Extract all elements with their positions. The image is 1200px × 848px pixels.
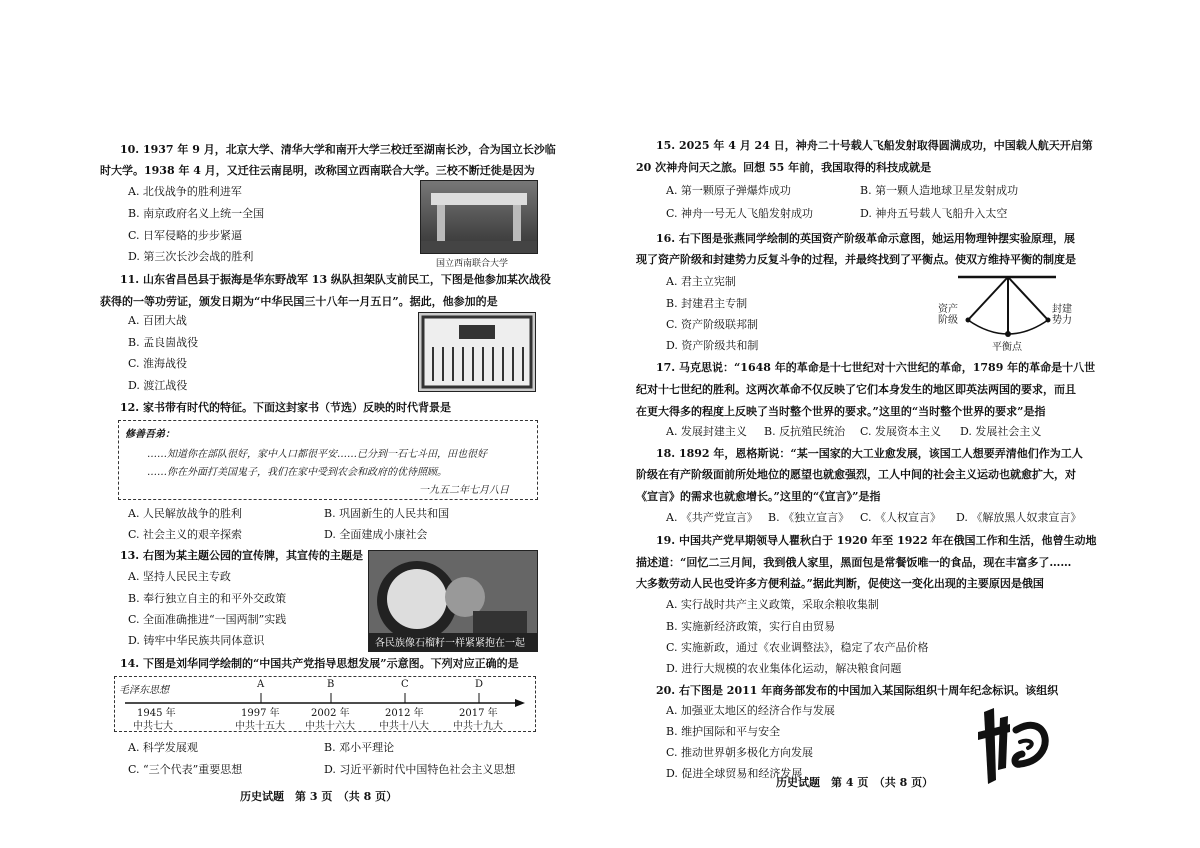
q16-option-c: C. 资产阶级联邦制	[666, 318, 759, 331]
q19-option-a: A. 实行战时共产主义政策，采取余粮收集制	[666, 598, 879, 611]
q20-option-b: B. 维护国际和平与安全	[666, 725, 781, 738]
letter-line-1: ……知道你在部队很好，家中人口都很平安……已分到一石七斗田，田也很好	[147, 449, 487, 460]
q19-line1: 19. 中国共产党早期领导人瞿秋白于 1920 年至 1922 年在俄国工作和生活，他曾生动地	[656, 534, 1097, 547]
pendulum-diagram	[938, 274, 1080, 353]
q18-option-c: C. 《人权宣言》	[860, 511, 942, 524]
q14-option-d: D. 习近平新时代中国特色社会主义思想	[324, 763, 516, 776]
q18-line3: 《宣言》的需求也就愈增长。”这里的“《宣言》”是指	[636, 490, 881, 503]
q12-option-a: A. 人民解放战争的胜利	[128, 507, 242, 520]
q10-option-c: C. 日军侵略的步步紧逼	[128, 229, 243, 242]
q19-option-b: B. 实施新经济政策，实行自由贸易	[666, 620, 836, 633]
lianda-gate-photo	[420, 180, 538, 254]
diagram-bourgeoisie-label: 资产阶级	[938, 304, 958, 326]
q10-line2: 时大学。1938 年 4 月，又迁往云南昆明，改称国立西南联合大学。三校不断迁徙是因为	[100, 164, 535, 177]
q15-line1: 15. 2025 年 4 月 24 日，神舟二十号载人飞船发射取得圆满成功，中国载人航天开启第	[656, 139, 1093, 152]
q12-option-c: C. 社会主义的艰辛探索	[128, 528, 243, 541]
q12-line1: 12. 家书带有时代的特征。下面这封家书（节选）反映的时代背景是	[120, 401, 451, 414]
q17-option-c: C. 发展资本主义	[860, 425, 942, 438]
page-3-footer: 历史试题 第 3 页 （共 8 页）	[240, 790, 398, 803]
q12-option-d: D. 全面建成小康社会	[324, 528, 428, 541]
q20-option-a: A. 加强亚太地区的经济合作与发展	[666, 704, 835, 717]
q13-option-a: A. 坚持人民民主专政	[128, 570, 231, 583]
q12-option-b: B. 巩固新生的人民共和国	[324, 507, 450, 520]
timeline-year-2017: 2017 年	[459, 708, 498, 719]
q18-option-d: D. 《解放黑人奴隶宣言》	[956, 511, 1082, 524]
q19-option-c: C. 实施新政，通过《农业调整法》，稳定了农产品价格	[666, 641, 929, 654]
q11-option-b: B. 孟良崮战役	[128, 336, 199, 349]
q18-line2: 阶级在有产阶级面前所处地位的愿望也就愈强烈，工人中间的社会主义运动也就愈扩大，对	[636, 468, 1076, 481]
letter-date: 一九五二年七月八日	[419, 485, 509, 496]
q16-line1: 16. 右下图是张燕同学绘制的英国资产阶级革命示意图，她运用物理钟摆实验原理，展	[656, 232, 1075, 245]
q17-option-a: A. 发展封建主义	[666, 425, 747, 438]
timeline-start-label: 毛泽东思想	[119, 685, 169, 696]
q18-option-b: B. 《独立宣言》	[768, 511, 850, 524]
q15-option-a: A. 第一颗原子弹爆炸成功	[666, 184, 791, 197]
q20-line1: 20. 右下图是 2011 年商务部发布的中国加入某国际组织十周年纪念标识。该组织	[656, 684, 1059, 697]
page-4-footer: 历史试题 第 4 页 （共 8 页）	[776, 776, 934, 789]
q19-line2: 描述道：“回忆二三月间，我到俄人家里，黑面包是常餐饭唯一的食品，现在丰富多了……	[636, 556, 1072, 569]
q19-option-d: D. 进行大规模的农业集体化运动，解决粮食问题	[666, 662, 902, 675]
wto-anniversary-logo	[970, 690, 1060, 790]
q11-line2: 获得的一等功劳证，颁发日期为“中华民国三十八年一月五日”。据此，他参加的是	[100, 295, 498, 308]
q15-option-b: B. 第一颗人造地球卫星发射成功	[860, 184, 1019, 197]
q17-line3: 在更大得多的程度上反映了当时整个世界的要求。”这里的“当时整个世界的要求”是指	[636, 405, 1046, 418]
q18-line1: 18. 1892 年，恩格斯说：“某一国家的大工业愈发展，该国工人想要弄清他们作为工人	[656, 447, 1083, 460]
letter-greeting: 修善吾弟：	[125, 429, 175, 440]
pomegranate-poster	[368, 550, 538, 652]
ideology-timeline	[114, 676, 536, 732]
q14-option-b: B. 邓小平理论	[324, 741, 395, 754]
q13-line1: 13. 右图为某主题公园的宣传牌，其宣传的主题是	[120, 549, 363, 562]
letter-line-2: ……你在外面打美国鬼子，我们在家中受到农会和政府的优待照顾。	[147, 467, 447, 478]
timeline-event-16: 中共十六大	[305, 721, 355, 732]
timeline-event-15: 中共十五大	[235, 721, 285, 732]
q15-option-c: C. 神舟一号无人飞船发射成功	[666, 207, 814, 220]
family-letter-box	[118, 420, 538, 500]
q17-line2: 纪对十七世纪的胜利。这两次革命不仅反映了它们本身发生的地区即英法两国的要求，而且	[636, 383, 1076, 396]
lianda-photo-caption: 国立西南联合大学	[436, 259, 509, 269]
q16-option-b: B. 封建君主专制	[666, 297, 748, 310]
timeline-year-1945: 1945 年	[137, 708, 176, 719]
q13-option-b: B. 奉行独立自主的和平外交政策	[128, 592, 287, 605]
timeline-year-1997: 1997 年	[241, 708, 280, 719]
timeline-event-7: 中共七大	[133, 721, 173, 732]
timeline-label-d: D	[475, 679, 484, 690]
q11-option-c: C. 淮海战役	[128, 357, 188, 370]
q13-option-d: D. 铸牢中华民族共同体意识	[128, 634, 265, 647]
timeline-year-2002: 2002 年	[311, 708, 350, 719]
q15-option-d: D. 神舟五号载人飞船升入太空	[860, 207, 1008, 220]
q19-line3: 大多数劳动人民也受许多方便利益。”据此判断，促使这一变化出现的主要原因是俄国	[636, 577, 1044, 590]
q17-line1: 17. 马克思说：“1648 年的革命是十七世纪对十六世纪的革命，1789 年的革命是十八世	[656, 361, 1096, 374]
timeline-event-19: 中共十九大	[453, 721, 503, 732]
q14-option-c: C. “三个代表”重要思想	[128, 763, 243, 776]
poster-slogan: 各民族像石榴籽一样紧紧抱在一起	[375, 638, 525, 649]
timeline-year-2012: 2012 年	[385, 708, 424, 719]
diagram-feudal-label: 封建势力	[1052, 304, 1072, 326]
q10-option-a: A. 北伐战争的胜利进军	[128, 185, 242, 198]
q14-option-a: A. 科学发展观	[128, 741, 198, 754]
timeline-label-a: A	[257, 679, 265, 690]
q11-option-a: A. 百团大战	[128, 314, 187, 327]
right-page	[600, 0, 1200, 848]
timeline-label-c: C	[401, 679, 409, 690]
merit-certificate-photo	[418, 312, 536, 392]
timeline-event-18: 中共十八大	[379, 721, 429, 732]
q16-option-d: D. 资产阶级共和制	[666, 339, 759, 352]
q10-line1: 10. 1937 年 9 月，北京大学、清华大学和南开大学三校迁至湖南长沙，合为国立长沙临	[120, 143, 556, 156]
q16-option-a: A. 君主立宪制	[666, 275, 736, 288]
timeline-label-b: B	[327, 679, 335, 690]
q13-option-c: C. 全面准确推进“一国两制”实践	[128, 613, 287, 626]
q10-option-d: D. 第三次长沙会战的胜利	[128, 250, 254, 263]
q10-option-b: B. 南京政府名义上统一全国	[128, 207, 265, 220]
q11-line1: 11. 山东省昌邑县于振海是华东野战军 13 纵队担架队支前民工，下图是他参加某次战役	[120, 273, 551, 286]
diagram-balance-point-label: 平衡点	[992, 342, 1022, 353]
q16-line2: 现了资产阶级和封建势力反复斗争的过程，并最终找到了平衡点。使双方维持平衡的制度是	[636, 253, 1076, 266]
q20-option-d: D. 促进全球贸易和经济发展	[666, 767, 803, 780]
q14-line1: 14. 下图是刘华同学绘制的“中国共产党指导思想发展”示意图。下列对应正确的是	[120, 657, 519, 670]
q11-option-d: D. 渡江战役	[128, 379, 188, 392]
q18-option-a: A. 《共产党宣言》	[666, 511, 758, 524]
q20-option-c: C. 推动世界朝多极化方向发展	[666, 746, 814, 759]
q15-line2: 20 次神舟问天之旅。回想 55 年前，我国取得的科技成就是	[636, 161, 932, 174]
q17-option-d: D. 发展社会主义	[960, 425, 1042, 438]
q17-option-b: B. 反抗殖民统治	[764, 425, 846, 438]
